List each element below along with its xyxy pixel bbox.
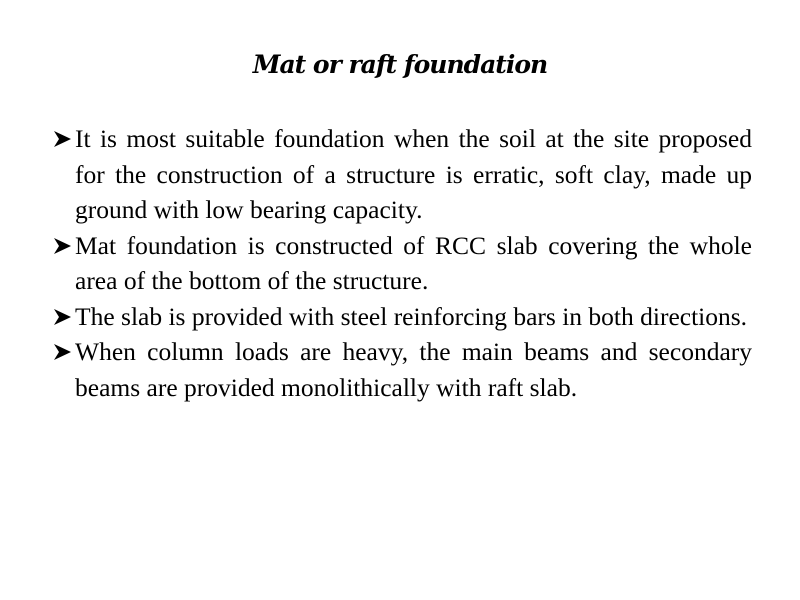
bullet-text: The slab is provided with steel reinforcing bars in both directions.	[75, 301, 748, 331]
arrowhead-bullet-icon	[53, 130, 72, 148]
bullet-text: When column loads are heavy, the main beams and secondary beams are provided monolithically with raft slab.	[75, 337, 752, 402]
bullet-item	[55, 334, 752, 405]
bullet-text: Mat foundation is constructed of RCC slab covering the whole area of the bottom of the structure.	[75, 230, 752, 295]
bullet-item	[55, 228, 752, 299]
bullet-text: It is most suitable foundation when the soil at the site proposed for the construction of a structure is erratic, soft clay, made up ground with low bearing capacity.	[75, 124, 752, 224]
arrowhead-bullet-icon	[53, 308, 72, 326]
bullet-list	[55, 121, 752, 405]
bullet-item	[55, 299, 752, 335]
arrowhead-bullet-icon	[53, 237, 72, 255]
arrowhead-bullet-icon	[53, 343, 72, 361]
bullet-item	[55, 121, 752, 228]
slide-title: Mat or raft foundation	[252, 50, 548, 79]
